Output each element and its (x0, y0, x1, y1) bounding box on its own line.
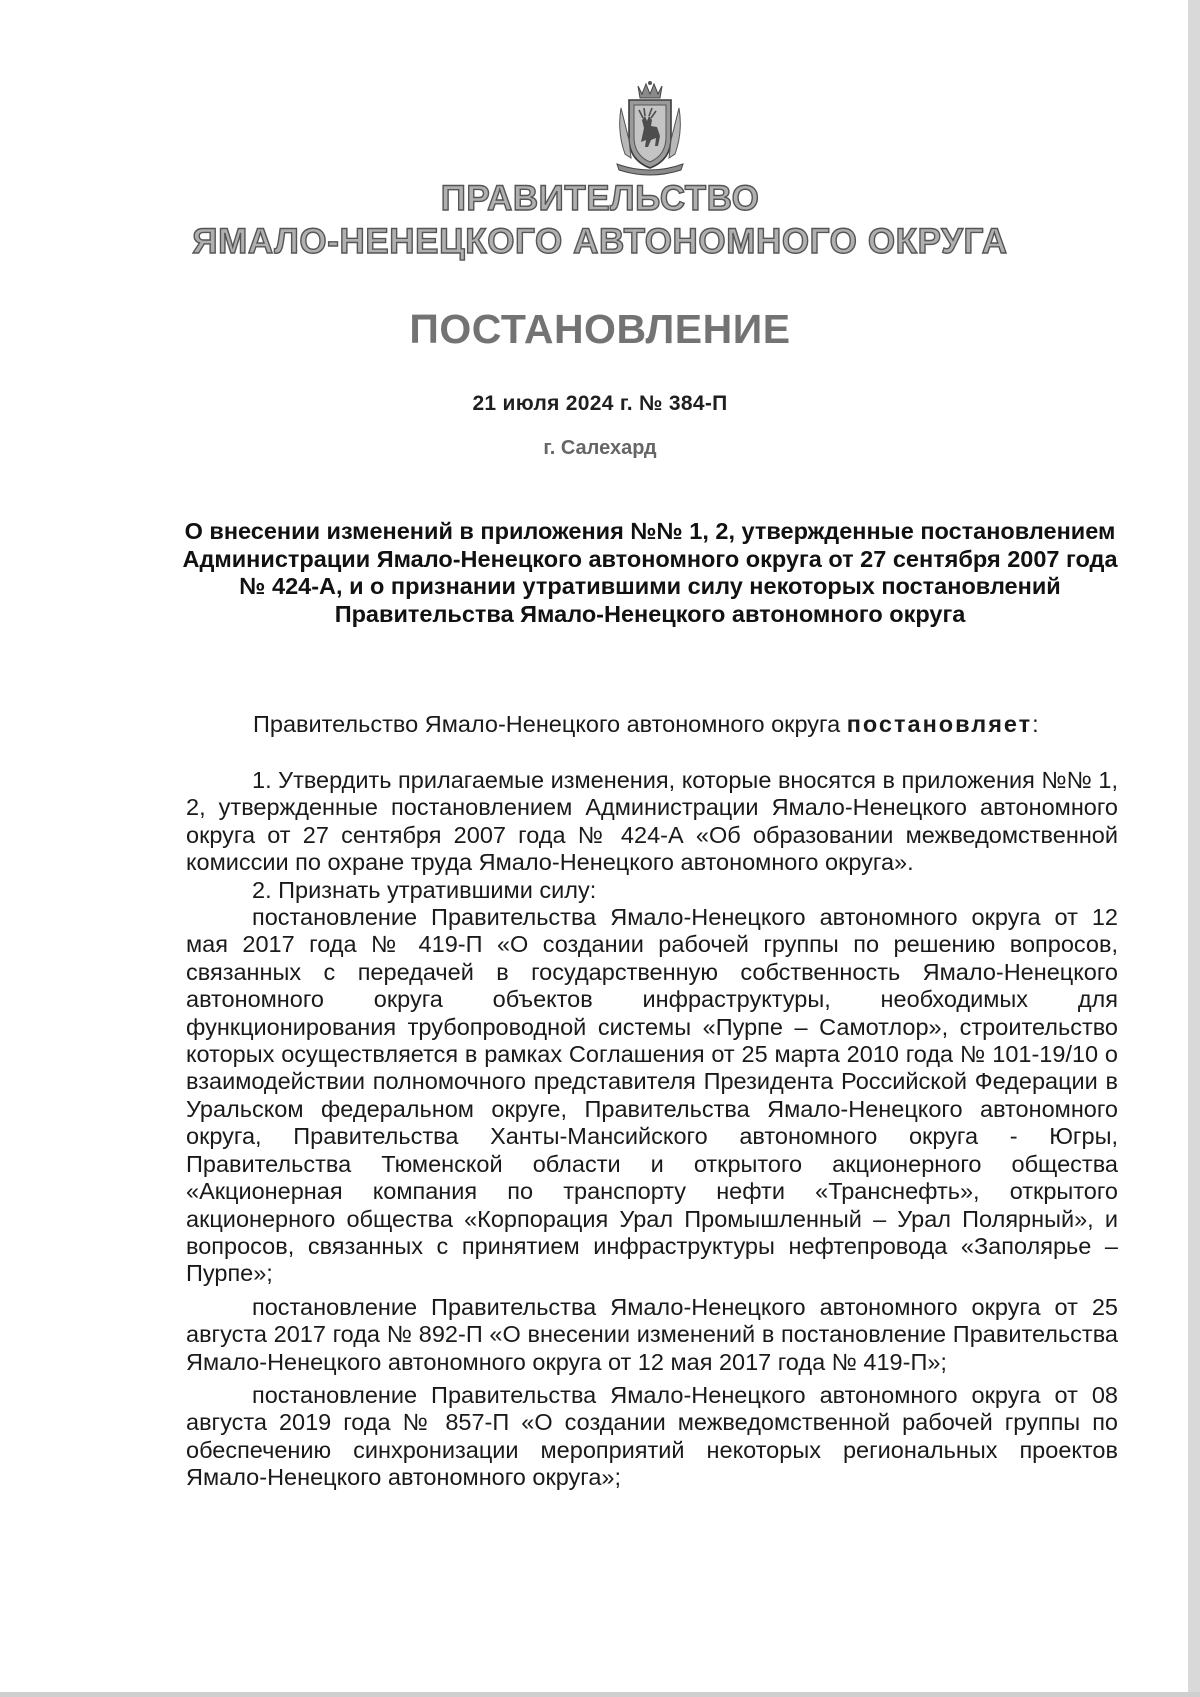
preamble (253, 710, 1039, 738)
paragraph-item-1: 1. Утвердить прилагаемые изменения, которые вносятся в приложения №№ 1, 2, утвержденные постановлением Администрации Ямало-Ненецкого автономного округа от 27 сентября 2007 года № 424-А «Об образовании межведомственной комиссии по охране труда Ямало-Ненецкого автономного округа». (186, 767, 1118, 876)
preamble-tail: : (1032, 711, 1039, 737)
paragraph-repealed-1: постановление Правительства Ямало-Ненецкого автономного округа от 12 мая 2017 года № 419-П «О создании рабочей группы по решению вопросов, связанных с передачей в государственную собственность Ямало-Ненецкого автономного округа объектов инфраструктуры, необходимых для функционирования трубопроводной системы «Пурпе – Самотлор», строительство которых осуществляется в рамках Соглашения от 25 марта 2010 года № 101-19/10 о взаимодействии полномочного представителя Президента Российской Федерации в Уральском федеральном округе, Правительства Ямало-Ненецкого автономного округа, Правительства Ханты-Мансийского автономного округа - Югры, Правительства Тюменской области и открытого акционерного общества «Акционерная компания по транспорту нефти «Транснефть», открытого акционерного общества «Корпорация Урал Промышленный – Урал Полярный», и вопросов, связанных с принятием инфраструктуры нефтепровода «Заполярье – Пурпе»; (186, 904, 1118, 1287)
page-bottom-edge (0, 1692, 1200, 1697)
city: г. Салехард (543, 437, 657, 459)
coat-of-arms-icon (611, 80, 689, 178)
document-type: ПОСТАНОВЛЕНИЕ (409, 306, 791, 352)
paragraph-repealed-3: постановление Правительства Ямало-Ненецкого автономного округа от 08 августа 2019 года № 857-П «О создании межведомственной рабочей группы по обеспечению синхронизации мероприятий некоторых региональных проектов Ямало-Ненецкого автономного округа»; (186, 1381, 1118, 1491)
document-body (186, 767, 1118, 1492)
paragraph-item-2: 2. Признать утратившими силу: (252, 876, 597, 903)
document-subject: О внесении изменений в приложения №№ 1, 2, утвержденные постановлением Администрации Ямало-Ненецкого автономного округа от 27 сентября 2007 года № 424-А, и о признании утратившими силу некоторых постановлений Правительства Ямало-Ненецкого автономного округа (182, 518, 1118, 627)
org-name-line-1: ПРАВИТЕЛЬСТВО (440, 179, 760, 218)
preamble-text: Правительство Ямало-Ненецкого автономного округа (253, 711, 847, 737)
date-number: 21 июля 2024 г. № 384-П (472, 392, 728, 415)
preamble-emphasis: постановляет (846, 711, 1033, 737)
org-name-line-2: ЯМАЛО-НЕНЕЦКОГО АВТОНОМНОГО ОКРУГА (192, 222, 1008, 261)
paragraph-repealed-2: постановление Правительства Ямало-Ненецкого автономного округа от 25 августа 2017 года № 892-П «О внесении изменений в постановление Правительства Ямало-Ненецкого автономного округа от 12 мая 2017 года № 419-П»; (186, 1293, 1118, 1375)
